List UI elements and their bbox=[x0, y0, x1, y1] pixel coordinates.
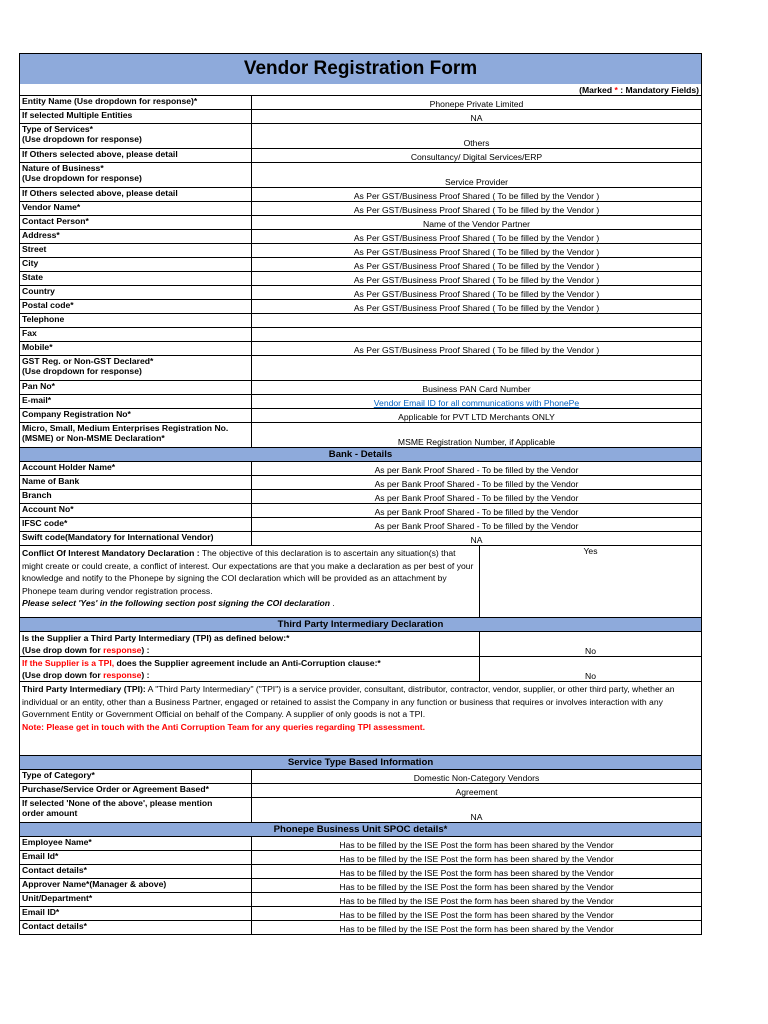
coi-instruction: Please select 'Yes' in the following section post signing the COI declaration bbox=[22, 598, 330, 609]
field-label-text: If selected 'None of the above', please mention bbox=[22, 798, 213, 808]
field-value[interactable] bbox=[252, 216, 702, 230]
field-value[interactable] bbox=[252, 462, 702, 476]
form-row bbox=[20, 342, 702, 356]
field-value-text: Has to be filled by the ISE Post the form has been shared by the Vendor bbox=[339, 924, 614, 934]
form-row bbox=[20, 149, 702, 163]
field-label-text: IFSC code* bbox=[22, 518, 68, 528]
field-value[interactable] bbox=[252, 490, 702, 504]
field-label bbox=[20, 423, 252, 448]
field-value-text: As per Bank Proof Shared - To be filled by the Vendor bbox=[374, 479, 579, 489]
coi-value[interactable] bbox=[480, 546, 702, 618]
field-label bbox=[20, 476, 252, 490]
field-value[interactable] bbox=[252, 518, 702, 532]
field-label bbox=[20, 770, 252, 784]
field-value[interactable] bbox=[252, 110, 702, 124]
field-value-text: As per Bank Proof Shared - To be filled by the Vendor bbox=[374, 493, 579, 503]
field-label bbox=[20, 921, 252, 935]
form-row bbox=[20, 921, 702, 935]
coi-text: The objective of this declaration is to ascertain any situation(s) that might create or could create, a conflict of interest. Our expectations are that you make a declaration as per best of your knowledge and notify to the Phonepe by signing the COI declaration which will be provided as an attachment by Phonepe team during vendor registration process. bbox=[22, 548, 474, 596]
field-value[interactable] bbox=[252, 504, 702, 518]
field-value-text: NA bbox=[470, 812, 483, 822]
form-row bbox=[20, 770, 702, 784]
field-value[interactable] bbox=[252, 188, 702, 202]
tpi-question bbox=[20, 632, 480, 657]
field-value-text: MSME Registration Number, if Applicable bbox=[397, 437, 556, 447]
form-row bbox=[20, 124, 702, 149]
field-label bbox=[20, 314, 252, 328]
tpi-definition bbox=[20, 682, 702, 756]
field-label-text: GST Reg. or Non-GST Declared* bbox=[22, 356, 154, 366]
field-label-subtext: order amount bbox=[22, 808, 78, 818]
field-label bbox=[20, 230, 252, 244]
field-label bbox=[20, 300, 252, 314]
tpi-definition-row bbox=[20, 682, 702, 756]
field-label-text: Account No* bbox=[22, 504, 74, 514]
field-label bbox=[20, 188, 252, 202]
field-label-text: E-mail* bbox=[22, 395, 52, 405]
field-value-text: NA bbox=[470, 113, 483, 123]
field-value-text: As Per GST/Business Proof Shared ( To be filled by the Vendor ) bbox=[353, 303, 600, 313]
field-value-text: Has to be filled by the ISE Post the form has been shared by the Vendor bbox=[339, 882, 614, 892]
tpi-answer-text: No bbox=[585, 646, 596, 656]
field-value[interactable] bbox=[252, 230, 702, 244]
field-value[interactable] bbox=[252, 381, 702, 395]
tpi-question-2-row bbox=[20, 657, 702, 682]
field-value-text: Applicable for PVT LTD Merchants ONLY bbox=[398, 412, 555, 422]
field-value[interactable] bbox=[252, 395, 702, 409]
tpi-def-text: A "Third Party Intermediary" ("TPI") is a service provider, consultant, distributor, contractor, vendor, supplier, or other third party, whether an individual or an entity, other than a Business Partner, engaged or retained to assist the Company in any function or business that requires or involves interaction with any Government Entity or Government Official on behalf of the Company. A supplier of only goods is not a TPI. bbox=[22, 684, 675, 720]
field-label-text: Telephone bbox=[22, 314, 65, 324]
field-label bbox=[20, 907, 252, 921]
form-row bbox=[20, 258, 702, 272]
field-label bbox=[20, 784, 252, 798]
field-value-text: Service Provider bbox=[444, 177, 509, 187]
form-title: Vendor Registration Form bbox=[20, 54, 702, 85]
field-label bbox=[20, 110, 252, 124]
field-label bbox=[20, 244, 252, 258]
field-value[interactable] bbox=[252, 476, 702, 490]
form-row bbox=[20, 907, 702, 921]
section-header-row bbox=[20, 448, 702, 462]
field-label bbox=[20, 865, 252, 879]
form-row bbox=[20, 230, 702, 244]
field-label-text: Approver Name*(Manager & above) bbox=[22, 879, 167, 889]
field-value-text: Others bbox=[463, 138, 490, 148]
field-value[interactable] bbox=[252, 124, 702, 149]
field-label-text: Swift code(Mandatory for International Vendor) bbox=[22, 532, 214, 542]
field-value[interactable] bbox=[252, 328, 702, 342]
form-row bbox=[20, 462, 702, 476]
field-value-text: Has to be filled by the ISE Post the form has been shared by the Vendor bbox=[339, 910, 614, 920]
coi-label: Conflict Of Interest Mandatory Declaration : bbox=[22, 548, 200, 558]
tpi-q2-text: does the Supplier agreement include an Anti-Corruption clause:* bbox=[114, 658, 381, 668]
field-label bbox=[20, 490, 252, 504]
field-label bbox=[20, 356, 252, 381]
field-label-text: Postal code* bbox=[22, 300, 74, 310]
field-label bbox=[20, 163, 252, 188]
tpi-line2-end: ) : bbox=[141, 670, 150, 680]
field-label-text: Address* bbox=[22, 230, 60, 240]
form-row bbox=[20, 798, 702, 823]
field-value[interactable] bbox=[252, 272, 702, 286]
form-row bbox=[20, 490, 702, 504]
tpi-answer[interactable] bbox=[480, 657, 702, 682]
field-value[interactable] bbox=[252, 300, 702, 314]
field-value[interactable] bbox=[252, 532, 702, 546]
field-label bbox=[20, 879, 252, 893]
field-label bbox=[20, 342, 252, 356]
email-link: Vendor Email ID for all communications with PhonePe bbox=[373, 398, 580, 408]
field-value-text: As per Bank Proof Shared - To be filled by the Vendor bbox=[374, 465, 579, 475]
field-label-text: Vendor Name* bbox=[22, 202, 81, 212]
field-label-text: Contact details* bbox=[22, 865, 87, 875]
form-row bbox=[20, 851, 702, 865]
form-row bbox=[20, 865, 702, 879]
tpi-question bbox=[20, 657, 480, 682]
field-label bbox=[20, 381, 252, 395]
field-label-text: Purchase/Service Order or Agreement Based* bbox=[22, 784, 209, 794]
field-label-text: Email Id* bbox=[22, 851, 59, 861]
coi-value-text: Yes bbox=[583, 546, 598, 556]
form-row bbox=[20, 837, 702, 851]
form-row bbox=[20, 202, 702, 216]
tpi-declaration-header: Third Party Intermediary Declaration bbox=[20, 618, 702, 632]
field-value[interactable] bbox=[252, 837, 702, 851]
section-header-row bbox=[20, 618, 702, 632]
field-label-text: If Others selected above, please detail bbox=[22, 149, 178, 159]
form-row bbox=[20, 409, 702, 423]
field-value-text: Has to be filled by the ISE Post the form has been shared by the Vendor bbox=[339, 896, 614, 906]
form-row bbox=[20, 356, 702, 381]
mandatory-star: * bbox=[614, 84, 618, 95]
field-value-text: Consultancy/ Digital Services/ERP bbox=[410, 152, 543, 162]
form-row bbox=[20, 272, 702, 286]
field-label bbox=[20, 124, 252, 149]
field-value[interactable] bbox=[252, 202, 702, 216]
field-label-text: If selected Multiple Entities bbox=[22, 110, 133, 120]
field-label-text: State bbox=[22, 272, 44, 282]
field-value[interactable] bbox=[252, 907, 702, 921]
field-label-text: Country bbox=[22, 286, 55, 296]
form-row bbox=[20, 381, 702, 395]
form-row bbox=[20, 300, 702, 314]
section-header-row bbox=[20, 823, 702, 837]
tpi-line2: (Use drop down for bbox=[22, 645, 104, 655]
field-label-text: Nature of Business* bbox=[22, 163, 104, 173]
field-label bbox=[20, 328, 252, 342]
service-type-header: Service Type Based Information bbox=[20, 756, 702, 770]
field-label bbox=[20, 532, 252, 546]
field-label bbox=[20, 258, 252, 272]
tpi-line2-red: response bbox=[103, 670, 142, 680]
field-label-text: Contact details* bbox=[22, 921, 87, 931]
field-label-text: Name of Bank bbox=[22, 476, 80, 486]
form-row bbox=[20, 395, 702, 409]
field-value[interactable] bbox=[252, 96, 702, 110]
field-value-text: As Per GST/Business Proof Shared ( To be filled by the Vendor ) bbox=[353, 191, 600, 201]
field-value-text: As per Bank Proof Shared - To be filled by the Vendor bbox=[374, 507, 579, 517]
field-label-subtext: (Use dropdown for response) bbox=[22, 134, 142, 144]
field-label-text: Company Registration No* bbox=[22, 409, 131, 419]
field-label bbox=[20, 286, 252, 300]
form-row bbox=[20, 504, 702, 518]
field-value[interactable] bbox=[252, 770, 702, 784]
field-label bbox=[20, 851, 252, 865]
field-label-text: Employee Name* bbox=[22, 837, 92, 847]
form-row bbox=[20, 784, 702, 798]
form-row bbox=[20, 244, 702, 258]
field-label-text: Type of Services* bbox=[22, 124, 94, 134]
field-value-text: As Per GST/Business Proof Shared ( To be filled by the Vendor ) bbox=[353, 261, 600, 271]
field-value[interactable] bbox=[252, 258, 702, 272]
field-value-text: As Per GST/Business Proof Shared ( To be filled by the Vendor ) bbox=[353, 205, 600, 215]
tpi-note: Note: Please get in touch with the Anti Corruption Team for any queries regarding TPI assessment. bbox=[22, 721, 426, 732]
field-label-subtext: (Use dropdown for response) bbox=[22, 366, 142, 376]
field-label bbox=[20, 893, 252, 907]
form-row bbox=[20, 286, 702, 300]
coi-declaration bbox=[20, 546, 480, 618]
form-row bbox=[20, 163, 702, 188]
form-row bbox=[20, 314, 702, 328]
field-value-text: Phonepe Private Limited bbox=[429, 99, 524, 109]
tpi-question-1-row bbox=[20, 632, 702, 657]
field-value-text: As per Bank Proof Shared - To be filled by the Vendor bbox=[374, 521, 579, 531]
field-label bbox=[20, 202, 252, 216]
field-label bbox=[20, 395, 252, 409]
form-table bbox=[19, 53, 702, 935]
tpi-line2: (Use drop down for bbox=[22, 670, 104, 680]
field-label bbox=[20, 272, 252, 286]
spoc-details-header: Phonepe Business Unit SPOC details* bbox=[20, 823, 702, 837]
field-value[interactable] bbox=[252, 163, 702, 188]
field-value[interactable] bbox=[252, 423, 702, 448]
field-value-text: Business PAN Card Number bbox=[422, 384, 531, 394]
coi-row bbox=[20, 546, 702, 618]
field-label-text: If Others selected above, please detail bbox=[22, 188, 178, 198]
field-label-text: Contact Person* bbox=[22, 216, 89, 226]
form-row bbox=[20, 476, 702, 490]
form-row bbox=[20, 188, 702, 202]
form-row bbox=[20, 893, 702, 907]
bank-details-header: Bank - Details bbox=[20, 448, 702, 462]
field-value[interactable] bbox=[252, 356, 702, 381]
field-value[interactable] bbox=[252, 409, 702, 423]
field-label-subtext: (Use dropdown for response) bbox=[22, 173, 142, 183]
field-value[interactable] bbox=[252, 784, 702, 798]
field-label-text: City bbox=[22, 258, 39, 268]
field-value[interactable] bbox=[252, 244, 702, 258]
field-value[interactable] bbox=[252, 798, 702, 823]
form-row bbox=[20, 328, 702, 342]
field-value[interactable] bbox=[252, 893, 702, 907]
field-label-subtext: (MSME) or Non-MSME Declaration* bbox=[22, 433, 165, 443]
form-row bbox=[20, 216, 702, 230]
field-value-text: As Per GST/Business Proof Shared ( To be filled by the Vendor ) bbox=[353, 247, 600, 257]
field-value-text: Name of the Vendor Partner bbox=[422, 219, 530, 229]
field-label bbox=[20, 96, 252, 110]
field-label-text: Type of Category* bbox=[22, 770, 95, 780]
field-label bbox=[20, 518, 252, 532]
form-row bbox=[20, 532, 702, 546]
field-value[interactable] bbox=[252, 865, 702, 879]
field-value[interactable] bbox=[252, 342, 702, 356]
tpi-answer[interactable] bbox=[480, 632, 702, 657]
vendor-registration-sheet bbox=[19, 53, 701, 935]
field-value[interactable] bbox=[252, 921, 702, 935]
field-label-text: Micro, Small, Medium Enterprises Registration No. bbox=[22, 423, 229, 433]
field-label-text: Street bbox=[22, 244, 47, 254]
field-value-text: Has to be filled by the ISE Post the form has been shared by the Vendor bbox=[339, 854, 614, 864]
field-value-text: As Per GST/Business Proof Shared ( To be filled by the Vendor ) bbox=[353, 345, 600, 355]
field-value-text: Has to be filled by the ISE Post the form has been shared by the Vendor bbox=[339, 868, 614, 878]
field-label-text: Fax bbox=[22, 328, 37, 338]
field-value-text: Has to be filled by the ISE Post the form has been shared by the Vendor bbox=[339, 840, 614, 850]
field-label-text: Mobile* bbox=[22, 342, 53, 352]
field-label bbox=[20, 409, 252, 423]
tpi-q1-text: Is the Supplier a Third Party Intermediary (TPI) as defined below:* bbox=[22, 633, 290, 643]
form-row bbox=[20, 423, 702, 448]
field-label bbox=[20, 837, 252, 851]
field-label-text: Branch bbox=[22, 490, 52, 500]
form-row bbox=[20, 110, 702, 124]
field-value-text: As Per GST/Business Proof Shared ( To be filled by the Vendor ) bbox=[353, 233, 600, 243]
field-value-text: Domestic Non-Category Vendors bbox=[413, 773, 540, 783]
field-value-text: Agreement bbox=[455, 787, 498, 797]
tpi-answer-text: No bbox=[585, 671, 596, 681]
section-header-row bbox=[20, 756, 702, 770]
field-label bbox=[20, 462, 252, 476]
tpi-line2-red: response bbox=[103, 645, 142, 655]
field-label-text: Entity Name (Use dropdown for response)* bbox=[22, 96, 198, 106]
field-value-text: As Per GST/Business Proof Shared ( To be filled by the Vendor ) bbox=[353, 289, 600, 299]
field-value[interactable] bbox=[252, 149, 702, 163]
mandatory-fields-note: (Marked * : Mandatory Fields) bbox=[20, 84, 702, 96]
field-value-text: NA bbox=[470, 535, 483, 545]
field-label-text: Email ID* bbox=[22, 907, 60, 917]
coi-instruction-end: . bbox=[329, 598, 335, 609]
field-label bbox=[20, 504, 252, 518]
form-row bbox=[20, 518, 702, 532]
tpi-line2-end: ) : bbox=[141, 645, 150, 655]
field-label-text: Pan No* bbox=[22, 381, 55, 391]
form-row bbox=[20, 96, 702, 110]
field-value-text: As Per GST/Business Proof Shared ( To be filled by the Vendor ) bbox=[353, 275, 600, 285]
form-row bbox=[20, 879, 702, 893]
field-label-text: Unit/Department* bbox=[22, 893, 93, 903]
field-label bbox=[20, 216, 252, 230]
tpi-def-label: Third Party Intermediary (TPI): bbox=[22, 684, 146, 694]
field-label bbox=[20, 149, 252, 163]
field-value[interactable] bbox=[252, 851, 702, 865]
field-label-text: Account Holder Name* bbox=[22, 462, 116, 472]
field-value[interactable] bbox=[252, 314, 702, 328]
field-value[interactable] bbox=[252, 286, 702, 300]
tpi-q2-red: If the Supplier is a TPI, bbox=[22, 658, 115, 668]
field-value[interactable] bbox=[252, 879, 702, 893]
field-label bbox=[20, 798, 252, 823]
